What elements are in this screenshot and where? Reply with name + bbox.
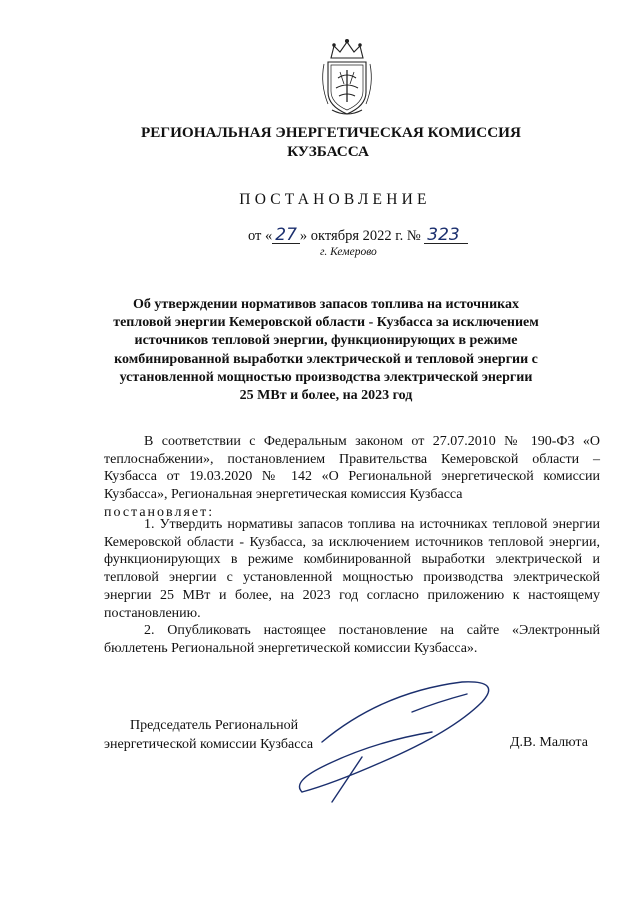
item-1-paragraph: 1. Утвердить нормативы запасов топлива на источниках тепловой энергии Кемеровской области - Кузбасса, за исключением источников тепловой энергии, функционирующих в режиме комбинированной выработки электрической и тепловой энергии с установленной мощностью производства электрической энергии 25 МВт и более, на 2023 год согласно приложению к настоящему постановлению.	[104, 517, 600, 621]
preamble-text: В соответствии с Федеральным законом от 27.07.2010 № 190-ФЗ «О теплоснабжении», постановлением Правительства Кемеровской области – Кузбасса от 19.03.2020 № 142 «О Региональной энергетической комиссии Кузбасса», Региональная энергетическая комиссия Кузбасса	[104, 434, 600, 503]
preamble-paragraph	[104, 433, 600, 522]
title-line: установленной мощностью производства электрической энергии	[119, 369, 533, 385]
title-line: тепловой энергии Кемеровской области - Кузбасса за исключением	[113, 315, 539, 331]
city-label: г. Кемерово	[320, 246, 377, 258]
title-line: Об утверждении нормативов запасов топлива на источниках	[132, 297, 520, 312]
signatory-position	[104, 716, 364, 754]
resolves-word: постановляет:	[104, 504, 215, 520]
position-line2: энергетической комиссии Кузбасса	[104, 737, 314, 752]
document-type: ПОСТАНОВЛЕНИЕ	[239, 191, 431, 208]
coat-of-arms-icon	[318, 38, 376, 118]
date-prefix: от «	[248, 228, 273, 244]
item-2-paragraph: 2. Опубликовать настоящее постановление на сайте «Электронный бюллетень Региональной энергетической комиссии Кузбасса».	[104, 623, 600, 656]
title-line: источников тепловой энергии, функционирующих в режиме	[134, 333, 518, 349]
position-line1: Председатель Региональной	[130, 718, 299, 733]
title-line: комбинированной выработки электрической и тепловой энергии с	[114, 351, 538, 367]
document-title	[96, 296, 556, 405]
signatory-name: Д.В. Малюта	[510, 735, 588, 750]
document-date-line	[248, 227, 468, 245]
organization-name-line2: КУЗБАССА	[287, 143, 369, 160]
document-number-handwritten: 323	[424, 227, 468, 244]
organization-name-line1: РЕГИОНАЛЬНАЯ ЭНЕРГЕТИЧЕСКАЯ КОМИССИЯ	[141, 124, 521, 141]
date-middle: » октября 2022 г. №	[299, 228, 421, 244]
title-line: 25 МВт и более, на 2023 год	[239, 388, 413, 404]
date-day-handwritten: 27	[272, 227, 300, 244]
